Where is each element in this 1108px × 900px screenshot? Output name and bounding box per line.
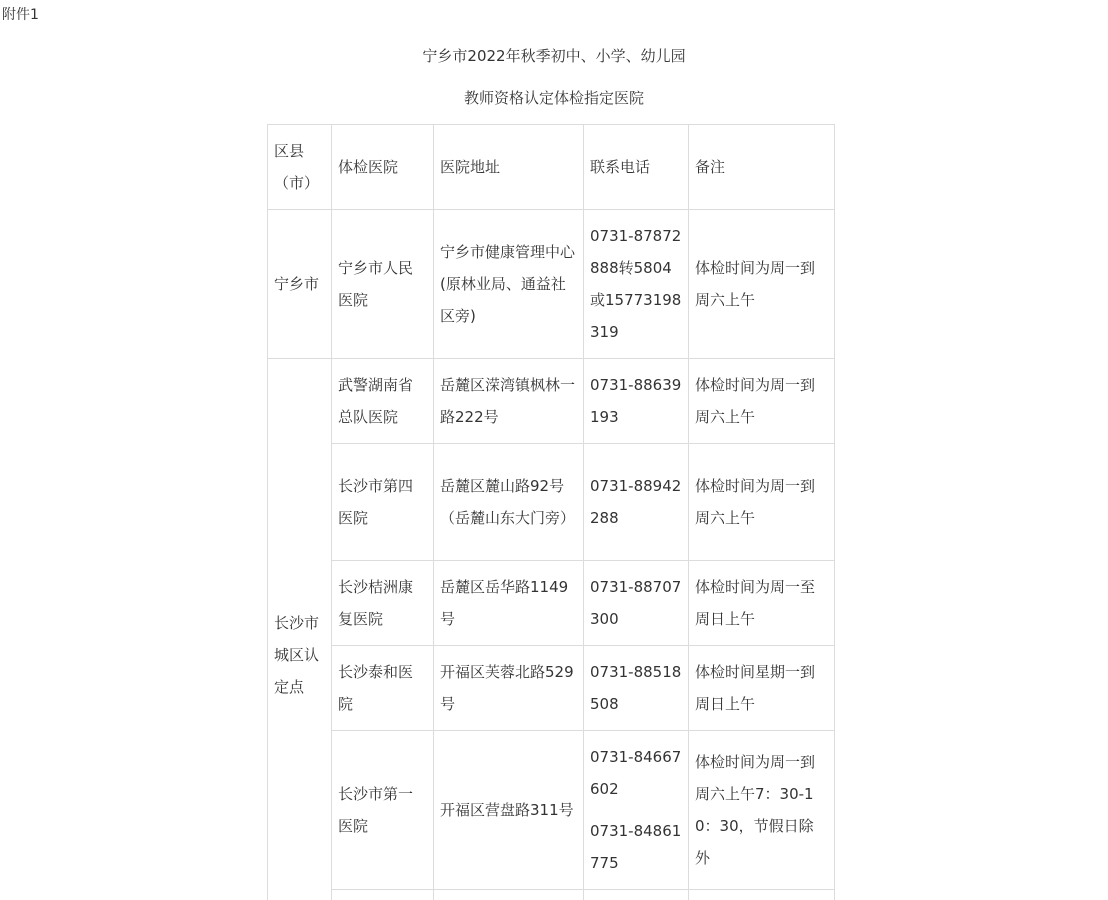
phone-cell-empty	[584, 890, 689, 900]
county-cell: 宁乡市	[268, 210, 332, 359]
table-row	[268, 359, 835, 444]
phone-number-b: 0731-84861775	[590, 822, 682, 872]
phone-cell: 0731-87872888转5804或15773198319	[584, 210, 689, 359]
remark-cell: 体检时间为周一到周六上午7：30-10：30，节假日除外	[689, 731, 835, 890]
table-header-row	[268, 125, 835, 210]
address-cell: 开福区营盘路311号	[434, 731, 584, 890]
remark-cell: 体检时间星期一到周日上午	[689, 646, 835, 731]
hospital-table	[267, 124, 835, 900]
page-title-line2: 教师资格认定体检指定医院	[463, 89, 644, 107]
address-cell-empty	[434, 890, 584, 900]
page-title-line1: 宁乡市2022年秋季初中、小学、幼儿园	[422, 47, 686, 65]
county-label: 长沙市城区认定点	[274, 613, 320, 696]
table-row	[268, 890, 835, 900]
hospital-cell: 宁乡市人民医院	[332, 210, 434, 359]
remark-cell: 体检时间为周一至周日上午	[689, 561, 835, 646]
phone-gap	[590, 805, 682, 815]
phone-cell: 0731-88707300	[584, 561, 689, 646]
header-phone: 联系电话	[584, 125, 689, 210]
header-hospital: 体检医院	[332, 125, 434, 210]
address-cell: 岳麓区麓山路92号（岳麓山东大门旁）	[434, 444, 584, 561]
header-county: 区县（市）	[268, 125, 332, 210]
remark-cell: 体检时间为周一到周六上午	[689, 359, 835, 444]
phone-cell: 0731-88942288	[584, 444, 689, 561]
table-row	[268, 731, 835, 890]
address-cell: 开福区芙蓉北路529号	[434, 646, 584, 731]
remark-cell-empty	[689, 890, 835, 900]
hospital-cell: 长沙市第一医院	[332, 731, 434, 890]
table-row	[268, 561, 835, 646]
hospital-cell: 长沙泰和医院	[332, 646, 434, 731]
address-cell: 宁乡市健康管理中心(原林业局、通益社区旁)	[434, 210, 584, 359]
hospital-cell: 长沙桔洲康复医院	[332, 561, 434, 646]
hospital-cell-empty	[332, 890, 434, 900]
address-cell: 岳麓区岳华路1149号	[434, 561, 584, 646]
remark-cell: 体检时间为周一到周六上午	[689, 210, 835, 359]
table-row	[268, 210, 835, 359]
remark-cell: 体检时间为周一到周六上午	[689, 444, 835, 561]
hospital-cell: 长沙市第四医院	[332, 444, 434, 561]
phone-cell: 0731-88518508	[584, 646, 689, 731]
header-address: 医院地址	[434, 125, 584, 210]
attachment-label: 附件1	[2, 7, 39, 23]
county-cell-merged	[268, 359, 332, 900]
phone-cell	[584, 731, 689, 890]
address-cell: 岳麓区溁湾镇枫林一路222号	[434, 359, 584, 444]
table-row	[268, 646, 835, 731]
phone-cell: 0731-88639193	[584, 359, 689, 444]
phone-number-a: 0731-84667602	[590, 748, 682, 798]
hospital-cell: 武警湖南省总队医院	[332, 359, 434, 444]
header-remark: 备注	[689, 125, 835, 210]
table-row	[268, 444, 835, 561]
